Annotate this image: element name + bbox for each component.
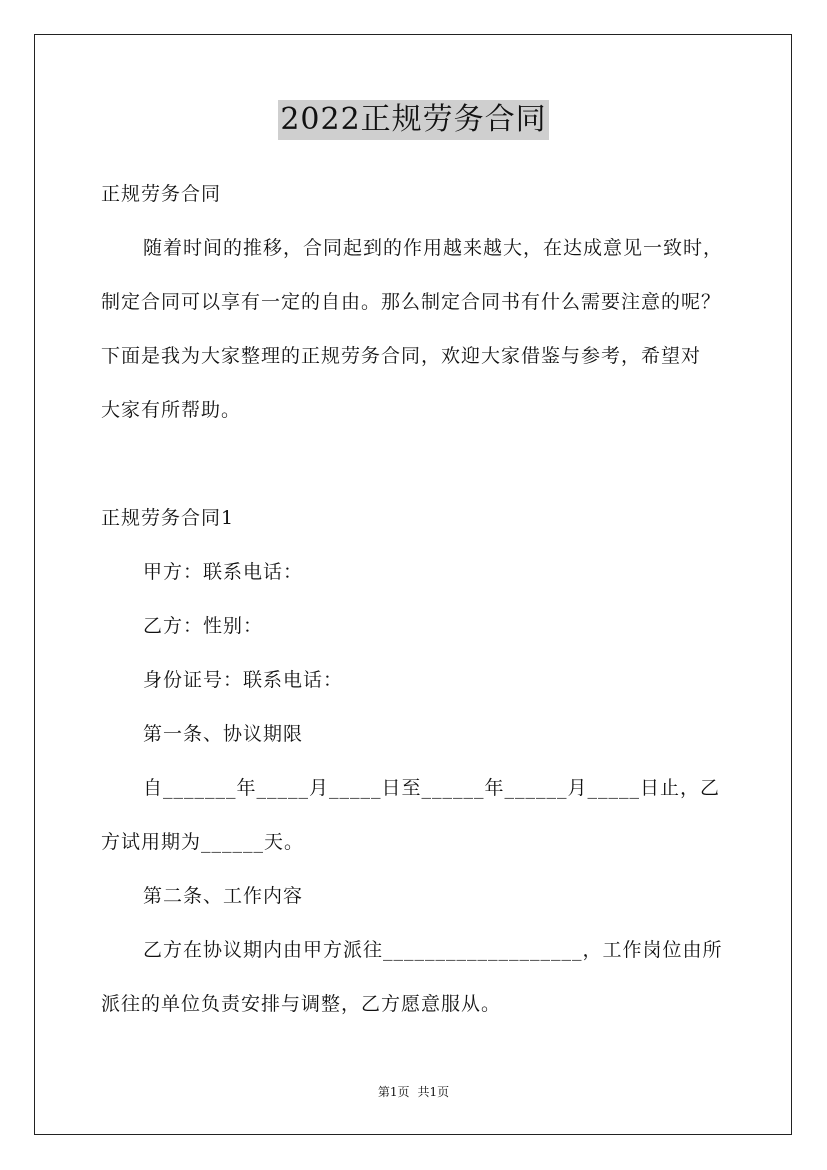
article-1-text-line-1: 自_______年_____月_____日至______年______月_____日止，乙 bbox=[143, 777, 721, 799]
article-1-heading: 第一条、协议期限 bbox=[143, 723, 304, 745]
document-title: 2022正规劳务合同 bbox=[278, 100, 548, 140]
article-2-heading: 第二条、工作内容 bbox=[143, 885, 304, 907]
page-total: 共1页 bbox=[417, 1085, 450, 1099]
intro-paragraph-line-4: 大家有所帮助。 bbox=[101, 399, 242, 421]
intro-heading: 正规劳务合同 bbox=[101, 183, 222, 205]
party-b-line: 乙方：性别： bbox=[143, 615, 264, 637]
intro-paragraph-line-2: 制定合同可以享有一定的自由。那么制定合同书有什么需要注意的呢？ bbox=[101, 291, 722, 313]
title-wrap bbox=[0, 100, 827, 140]
article-1-text-line-2: 方试用期为______天。 bbox=[101, 831, 305, 853]
id-number-line: 身份证号：联系电话： bbox=[143, 669, 344, 691]
intro-paragraph-line-3: 下面是我为大家整理的正规劳务合同，欢迎大家借鉴与参考，希望对 bbox=[101, 345, 702, 367]
intro-paragraph-line-1: 随着时间的推移，合同起到的作用越来越大，在达成意见一致时， bbox=[143, 237, 724, 259]
article-2-text-line-2: 派往的单位负责安排与调整，乙方愿意服从。 bbox=[101, 993, 502, 1015]
page-number: 第1页 bbox=[377, 1085, 410, 1099]
article-2-text-line-1: 乙方在协议期内由甲方派往___________________，工作岗位由所 bbox=[143, 939, 723, 961]
party-a-line: 甲方：联系电话： bbox=[143, 561, 304, 583]
contract-heading: 正规劳务合同1 bbox=[101, 507, 235, 529]
page-footer bbox=[0, 1084, 827, 1100]
